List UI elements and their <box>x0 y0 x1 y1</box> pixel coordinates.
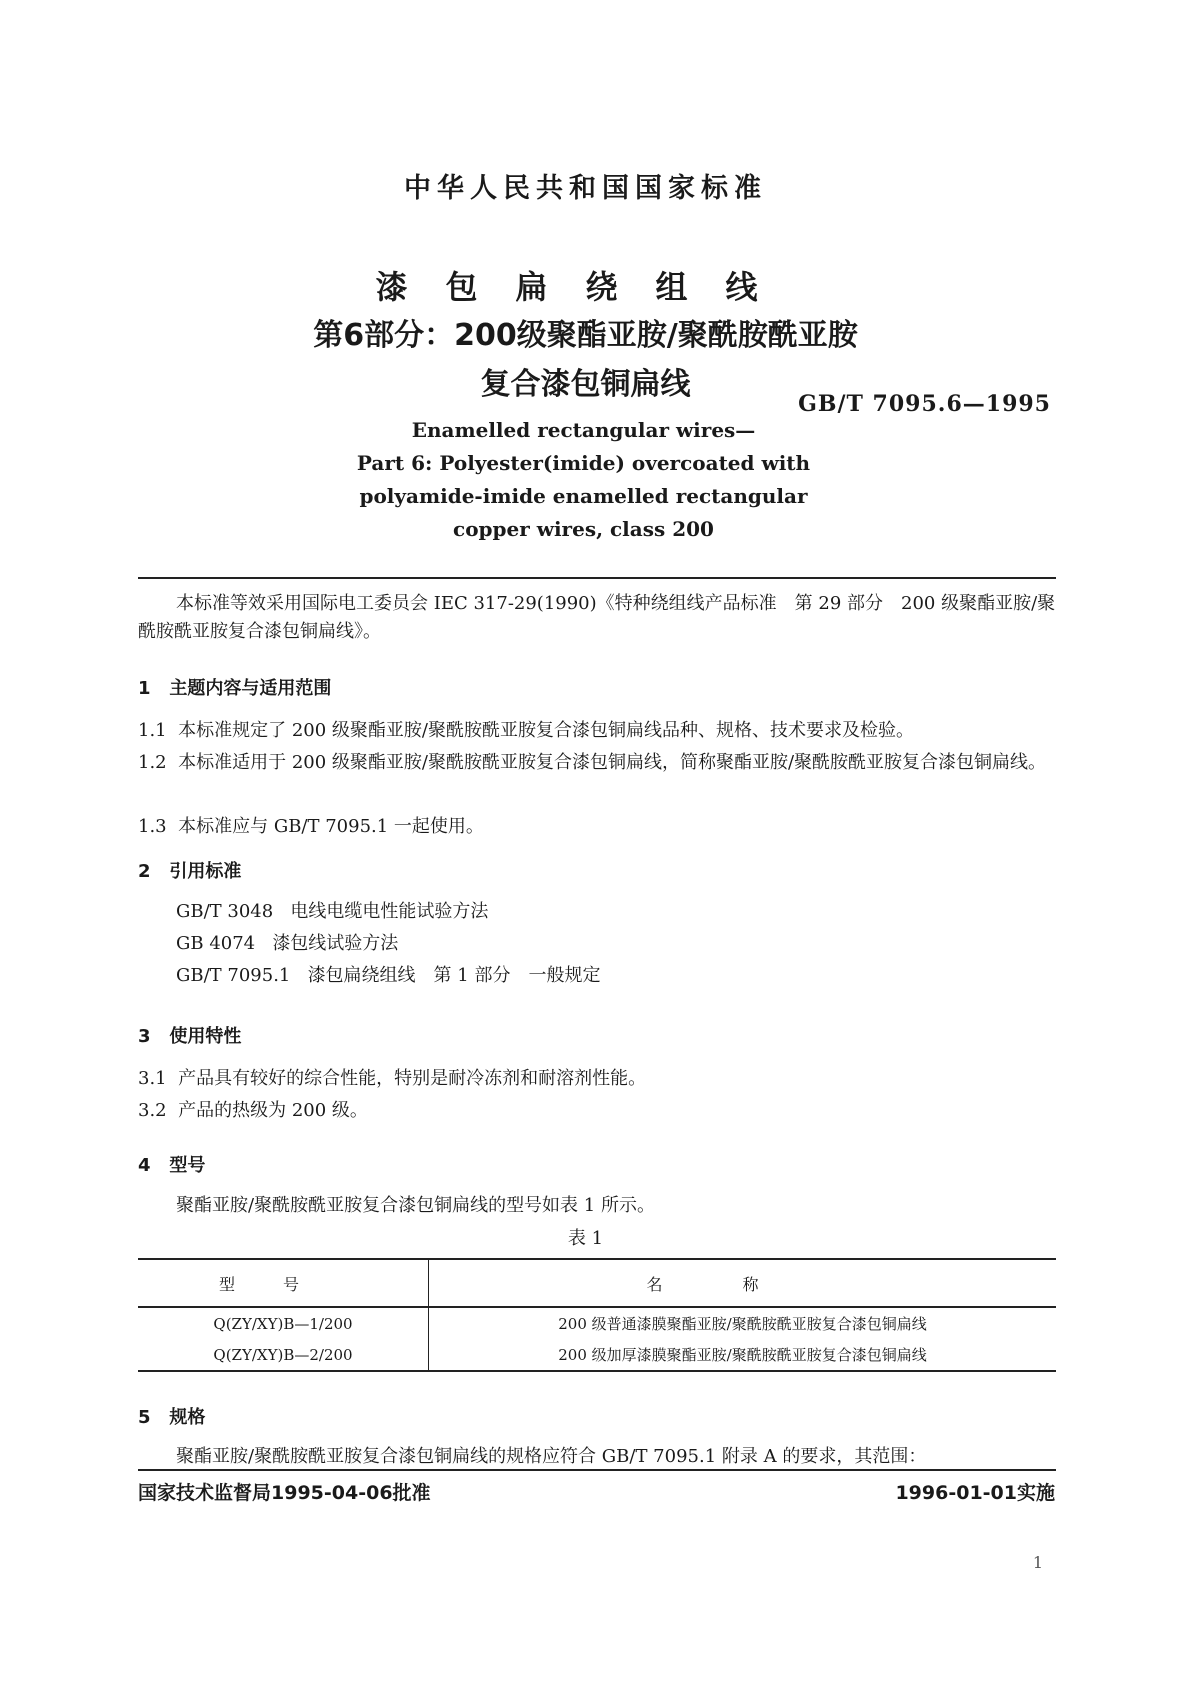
reference-name: 漆包扁绕组线 第 1 部分 一般规定 <box>307 965 601 986</box>
reference-code: GB/T 7095.1 <box>176 965 291 986</box>
clause-text: 本标准适用于 200 级聚酯亚胺/聚酰胺酰亚胺复合漆包铜扁线，简称聚酯亚胺/聚酰胺酰亚胺复合漆包铜扁线。 <box>178 752 1047 773</box>
page-number: 1 <box>1032 1553 1043 1572</box>
section-number: 3 <box>138 1026 151 1047</box>
reference-item <box>176 898 488 926</box>
section-title: 引用标准 <box>169 861 242 882</box>
header-divider <box>138 577 1056 579</box>
clause-text: 本标准应与 GB/T 7095.1 一起使用。 <box>178 816 484 837</box>
section-title: 型号 <box>169 1155 206 1176</box>
section-1-heading <box>138 674 331 700</box>
section-4-heading <box>138 1151 205 1177</box>
table-cell-model: Q(ZY/XY)B—2/200 <box>138 1339 429 1371</box>
column-header-name: 名称 <box>646 1274 839 1294</box>
clause-1-1 <box>138 717 914 745</box>
reference-code: GB 4074 <box>176 933 256 954</box>
clause-3-2 <box>138 1097 368 1125</box>
column-header-model: 型号 <box>138 1259 429 1307</box>
footer-divider <box>138 1469 1056 1471</box>
section-4-intro: 聚酯亚胺/聚酰胺酰亚胺复合漆包铜扁线的型号如表 1 所示。 <box>176 1195 655 1216</box>
reference-name: 电线电缆电性能试验方法 <box>290 901 489 922</box>
table-header-row <box>138 1259 1056 1307</box>
clause-number: 1.2 <box>138 752 167 773</box>
title-line-1: 漆包扁绕组线 <box>375 268 796 306</box>
english-title-line-4: copper wires, class 200 <box>453 517 714 541</box>
english-title-line-3: polyamide-imide enamelled rectangular <box>359 484 808 508</box>
section-number: 5 <box>138 1407 151 1428</box>
section-title: 规格 <box>169 1407 206 1428</box>
section-number: 2 <box>138 861 151 882</box>
model-table <box>138 1258 1056 1372</box>
clause-number: 3.1 <box>138 1068 167 1089</box>
reference-item <box>176 962 600 990</box>
section-title: 主题内容与适用范围 <box>169 678 332 699</box>
table-row <box>138 1339 1056 1371</box>
section-number: 1 <box>138 678 151 699</box>
section-5-intro: 聚酯亚胺/聚酰胺酰亚胺复合漆包铜扁线的规格应符合 GB/T 7095.1 附录 A 的要求，其范围： <box>176 1446 927 1467</box>
clause-text: 产品具有较好的综合性能，特别是耐冷冻剂和耐溶剂性能。 <box>178 1068 647 1089</box>
standard-name: 中华人民共和国国家标准 <box>404 173 767 204</box>
clause-3-1 <box>138 1065 646 1093</box>
table-caption: 表 1 <box>567 1228 604 1249</box>
clause-text: 产品的热级为 200 级。 <box>178 1100 368 1121</box>
table-cell-model: Q(ZY/XY)B—1/200 <box>138 1307 429 1339</box>
english-title-line-1: Enamelled rectangular wires— <box>411 418 756 442</box>
approval-line: 国家技术监督局1995-04-06批准 <box>138 1482 431 1504</box>
standard-code: GB/T 7095.6—1995 <box>798 391 1051 417</box>
preamble: 本标准等效采用国际电工委员会 IEC 317-29(1990)《特种绕组线产品标准 第 29 部分 200 级聚酯亚胺/聚酰胺酰亚胺复合漆包铜扁线》。 <box>138 593 1056 642</box>
clause-number: 3.2 <box>138 1100 167 1121</box>
section-2-heading <box>138 857 241 883</box>
reference-code: GB/T 3048 <box>176 901 274 922</box>
table-cell-name: 200 级加厚漆膜聚酯亚胺/聚酰胺酰亚胺复合漆包铜扁线 <box>558 1346 927 1364</box>
section-title: 使用特性 <box>169 1026 242 1047</box>
reference-name: 漆包线试验方法 <box>272 933 399 954</box>
clause-1-3 <box>138 813 484 841</box>
title-line-3: 复合漆包铜扁线 <box>480 367 691 402</box>
section-5-heading <box>138 1403 205 1429</box>
section-3-heading <box>138 1022 241 1048</box>
effective-date: 1996-01-01实施 <box>895 1482 1055 1504</box>
clause-1-2 <box>138 749 1056 777</box>
table-cell-name: 200 级普通漆膜聚酯亚胺/聚酰胺酰亚胺复合漆包铜扁线 <box>558 1315 927 1333</box>
table-row <box>138 1307 1056 1339</box>
clause-number: 1.3 <box>138 816 167 837</box>
clause-number: 1.1 <box>138 720 167 741</box>
title-line-2: 第6部分：200级聚酯亚胺/聚酰胺酰亚胺 <box>313 318 858 353</box>
reference-item <box>176 930 398 958</box>
clause-text: 本标准规定了 200 级聚酯亚胺/聚酰胺酰亚胺复合漆包铜扁线品种、规格、技术要求及检验。 <box>178 720 914 741</box>
section-number: 4 <box>138 1155 151 1176</box>
english-title-line-2: Part 6: Polyester(imide) overcoated with <box>356 451 811 475</box>
